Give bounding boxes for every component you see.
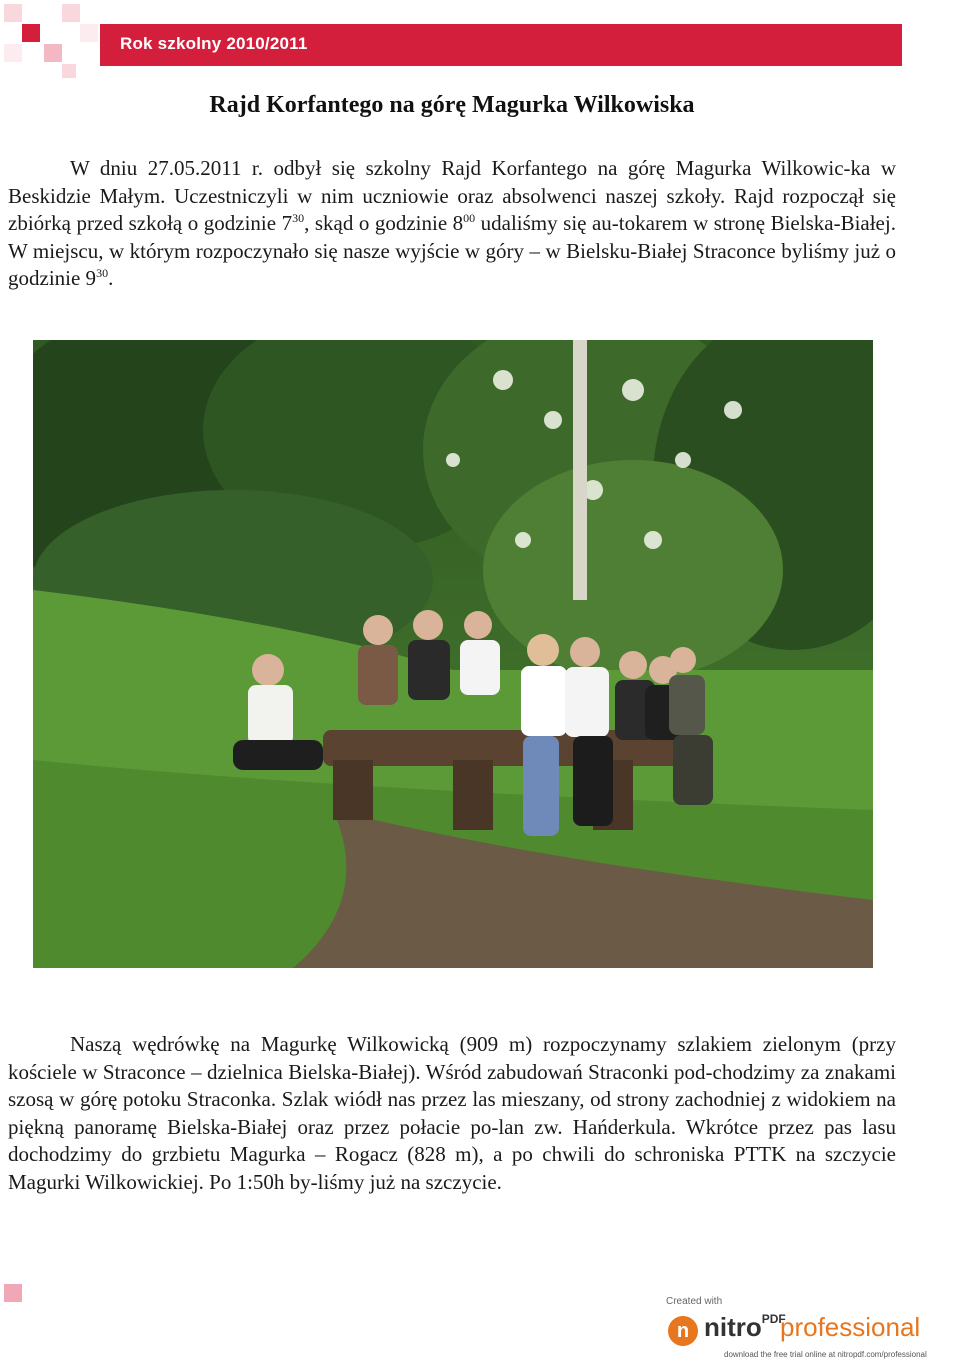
intro-text-part: udaliśmy się au-tokarem w stronę Bielska-Białej. W miejscu, w którym rozpoczynało się nasze wyjście w góry – w Bielsku-Białej Straconce byliśmy już o godzinie 9 bbox=[8, 211, 896, 290]
nitro-product: professional bbox=[780, 1312, 921, 1342]
decor-square bbox=[4, 4, 22, 22]
time-superscript: 30 bbox=[96, 266, 109, 280]
decor-square bbox=[44, 44, 62, 62]
nitro-tagline: download the free trial online at nitropdf.com/professional bbox=[724, 1350, 927, 1359]
decor-square bbox=[62, 4, 80, 22]
nitro-watermark bbox=[662, 1296, 958, 1362]
header-bar bbox=[100, 24, 902, 66]
intro-text-part: , skąd o godzinie 8 bbox=[304, 211, 464, 235]
decor-square bbox=[80, 24, 98, 42]
time-superscript: 30 bbox=[292, 211, 305, 225]
decor-square bbox=[22, 24, 40, 42]
nitro-brand bbox=[704, 1312, 786, 1343]
created-with-text: Created with bbox=[666, 1296, 723, 1307]
intro-text-part: W dniu 27.05.2011 r. odbył się szkolny Rajd Korfantego na górę Magurka Wilkowic-ka w Beskidzie Małym. Uczestniczyli w nim uczniowie oraz absolwenci naszej szkoły. Rajd rozpoczął się zbiórką przed szkołą o godzinie 7 bbox=[8, 156, 896, 235]
route-text: Naszą wędrówkę na Magurkę Wilkowicką (909 m) rozpoczynamy szlakiem zielonym (przy kościele w Straconce – dzielnica Bielska-Białej). Wśród zabudowań Straconki pod-chodzimy za znakami szosą w górę potoku Straconka. Szlak wiódł nas przez las mieszany, od strony zachodniej z widokiem na piękną panoramę Bielska-Białej oraz przez połacie po-lan zw. Hańderkula. Wkrótce przez pas lasu dochodzimy do grzbietu Magurka – Rogacz (828 m), a po chwili do schroniska PTTK na szczycie Magurki Wilkowickiej. Po 1:50h by-liśmy już na szczycie. bbox=[8, 1032, 896, 1194]
nitro-brand-text: nitro bbox=[704, 1312, 762, 1342]
nitro-logo-icon: n bbox=[668, 1316, 698, 1346]
group-photo bbox=[33, 340, 873, 968]
nitro-brand-sup: PDF bbox=[761, 1312, 786, 1326]
time-superscript: 00 bbox=[463, 211, 476, 225]
intro-paragraph bbox=[8, 155, 896, 293]
route-paragraph bbox=[8, 1031, 896, 1196]
decor-square bbox=[4, 44, 22, 62]
school-year-label: Rok szkolny 2010/2011 bbox=[120, 34, 308, 53]
article-title: Rajd Korfantego na górę Magurka Wilkowiska bbox=[209, 92, 695, 118]
footer-decor-square bbox=[4, 1284, 22, 1302]
intro-text-part: . bbox=[108, 266, 114, 290]
decor-square bbox=[62, 64, 76, 78]
